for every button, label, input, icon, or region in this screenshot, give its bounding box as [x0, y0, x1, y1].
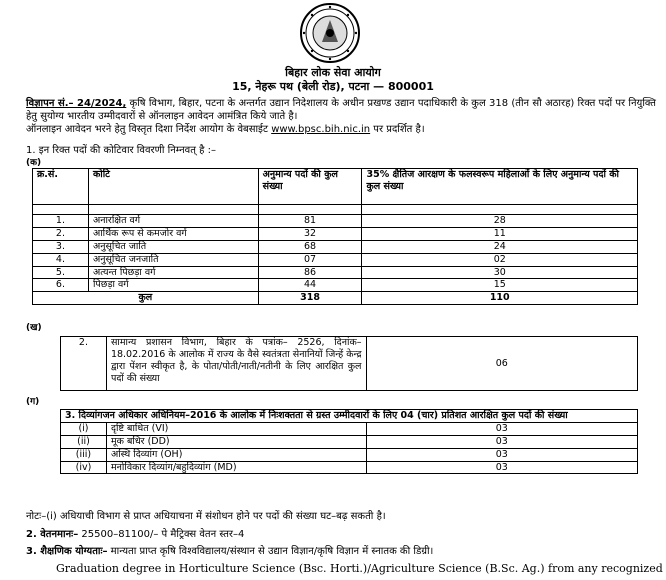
- table-row: 4. अनुसूचित जनजाति 07 02: [33, 253, 638, 266]
- total-label: कुल: [33, 292, 259, 305]
- qual-text: मान्यता प्राप्त कृषि विश्वविद्यालय/संस्थान से उद्यान विज्ञान/कृषि विज्ञान में स्नातक की डिग्री।: [107, 546, 434, 557]
- table-row: (i) दृष्टि बाधित (VI) 03: [61, 422, 638, 435]
- pay-text: 25500–81100/– पे मैट्रिक्स वेतन स्तर–4: [78, 529, 245, 540]
- note-line: नोटः–(i) अधियाची विभाग से प्राप्त अधियाचना में संशोधन होने पर पदों की संख्या घट–बढ़ सकती है।: [26, 511, 386, 522]
- website-link[interactable]: www.bpsc.bih.nic.in: [271, 124, 371, 135]
- org-address: 15, नेहरू पथ (बेली रोड), पटना — 800001: [232, 80, 434, 93]
- total-row: [33, 292, 638, 305]
- qual-label: 3. शैक्षणिक योग्यताः–: [26, 546, 108, 557]
- disability-title: 3. दिव्यांगजन अधिकार अधिनियम–2016 के आलोक में निःशक्तता से ग्रस्त उम्मीदवारों के लिए 04 (चार) प्रतिशत आरक्षित कुल पदों की संख्या: [61, 410, 638, 423]
- ff-text: सामान्य प्रशासन विभाग, बिहार के पत्रांक– 2526, दिनांक– 18.02.2016 के आलोक में राज्य के वैसे स्वतंत्रता सेनानियों जिन्हें केन्द्र द्वारा पेंशन स्वीकृत है, के पोता/पोती/नाती/नतीनी के लिए आरक्षित कुल पदों की संख्या: [106, 337, 366, 391]
- table-row: 1. अनारक्षित वर्ग 81 28: [33, 215, 638, 228]
- table-row: (ii) मूक बधिर (DD) 03: [61, 435, 638, 448]
- pay-scale: [26, 529, 244, 542]
- qualification: [26, 546, 433, 559]
- table-row: 2. आर्थिक रूप से कमजोर वर्ग 32 11: [33, 227, 638, 240]
- section1-title: 1. इन रिक्त पदों की कोटिवार विवरणी निम्नवत् है :–: [26, 145, 216, 156]
- col-total-posts: अनुमान्य पदों की कुल संख्या: [258, 169, 362, 205]
- col-category: कोटि: [88, 169, 258, 205]
- ff-serial: 2.: [61, 337, 107, 391]
- table-row: 5. अत्यन्त पिछड़ा वर्ग 86 30: [33, 266, 638, 279]
- col-women-posts: 35% क्षैतिज आरक्षण के फलस्वरूप महिलाओं के लिए अनुमान्य पदों की कुल संख्या: [362, 169, 638, 205]
- intro-text: कृषि विभाग, बिहार, पटना के अन्तर्गत उद्यान निदेशालय के अधीन प्रखण्ड उद्यान पदाधिकारी के कुल 318 (तीन सौ अठारह) रिक्त पदों पर नियुक्ति हेतु सुयोग्य भारतीय उम्मीदवारों से ऑनलाइन आवेदन आमंत्रित किये जाते है।: [26, 98, 656, 122]
- intro-line2-post: पर प्रदर्शित है।: [370, 124, 425, 135]
- col-serial: क्र.सं.: [33, 169, 89, 205]
- table-row: (iii) अस्थि दिव्यांग (OH) 03: [61, 448, 638, 461]
- qual-english: Graduation degree in Horticulture Science (Bsc. Horti.)/Agriculture Science (B.Sc. Ag.) from any recognized: [56, 562, 663, 575]
- category-table: [32, 168, 638, 305]
- adv-number: विज्ञापन सं.– 24/2024,: [26, 98, 127, 109]
- bpsc-emblem-icon: [298, 2, 362, 64]
- freedom-fighter-table: [60, 336, 638, 391]
- pay-label: 2. वेतनमानः–: [26, 529, 79, 540]
- table-row: 6. पिछड़ा वर्ग 44 15: [33, 279, 638, 292]
- table-row: (iv) मनोविकार दिव्यांग/बहुदिव्यांग (MD) 03: [61, 461, 638, 474]
- total-women: 110: [362, 292, 638, 305]
- table-row: 3. अनुसूचित जाति 68 24: [33, 240, 638, 253]
- table-c-label: (ग): [26, 397, 40, 407]
- org-name: बिहार लोक सेवा आयोग: [285, 66, 381, 79]
- advertisement-intro: [26, 97, 656, 136]
- table-a-label: (क): [26, 158, 42, 168]
- table-b-label: (ख): [26, 323, 42, 333]
- ff-value: 06: [366, 337, 637, 391]
- total-posts: 318: [258, 292, 362, 305]
- disability-table: [60, 409, 638, 474]
- intro-line2-pre: ऑनलाइन आवेदन भरने हेतु विस्तृत दिशा निर्देश आयोग के वेबसाईट: [26, 124, 272, 135]
